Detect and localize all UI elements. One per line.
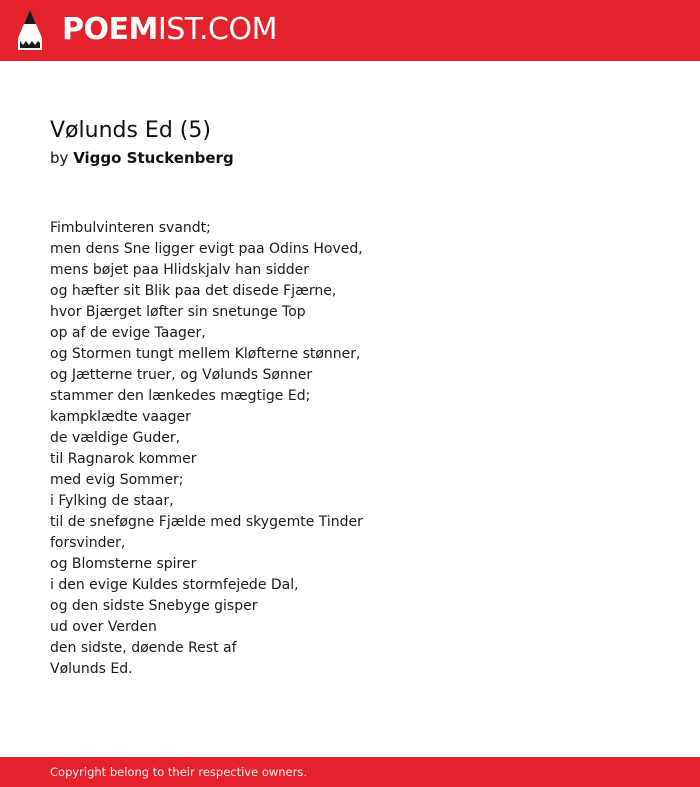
poem-line: men dens Sne ligger evigt paa Odins Hoved, — [50, 241, 363, 257]
copyright-text: Copyright belong to their respective owners. — [50, 765, 308, 779]
poem-line: kampklædte vaager — [50, 409, 191, 425]
poem-line: stammer den lænkedes mægtige Ed; — [50, 388, 311, 404]
poem-line: mens bøjet paa Hlidskjalv han sidder — [50, 262, 310, 278]
poem-line: Fimbulvinteren svandt; — [50, 220, 211, 236]
poem-line: til Ragnarok kommer — [50, 451, 197, 467]
poem-body — [50, 218, 650, 680]
pencil-tip-icon[interactable] — [18, 10, 42, 50]
site-logo[interactable] — [62, 12, 277, 48]
poem-line: og hæfter sit Blik paa det disede Fjærne, — [50, 283, 337, 299]
poem-line: op af de evige Taager, — [50, 325, 206, 341]
logo-text-strong: POEM — [62, 12, 158, 47]
logo-text-light: IST.COM — [157, 12, 277, 47]
site-header — [0, 0, 700, 61]
poem-line: de vældige Guder, — [50, 430, 181, 446]
site-footer — [0, 757, 700, 787]
poem-content — [50, 116, 650, 680]
poem-line: Vølunds Ed. — [50, 661, 133, 677]
poem-line: den sidste, døende Rest af — [50, 640, 237, 656]
poem-line: og Blomsterne spirer — [50, 556, 197, 572]
poem-line: i den evige Kuldes stormfejede Dal, — [50, 577, 299, 593]
by-label: by — [50, 149, 69, 167]
poem-line: hvor Bjærget løfter sin snetunge Top — [50, 304, 306, 320]
poem-line: og Jætterne truer, og Vølunds Sønner — [50, 367, 313, 383]
poem-line: med evig Sommer; — [50, 472, 184, 488]
poem-line: i Fylking de staar, — [50, 493, 174, 509]
poem-line: ud over Verden — [50, 619, 157, 635]
poem-line: til de sneføgne Fjælde med skygemte Tinder — [50, 514, 363, 530]
poem-line: og Stormen tungt mellem Kløfterne stønner, — [50, 346, 361, 362]
poem-title: Vølunds Ed (5) — [50, 118, 211, 143]
poem-author: Viggo Stuckenberg — [73, 149, 234, 167]
poem-byline — [50, 147, 650, 169]
poem-line: forsvinder, — [50, 535, 126, 551]
poem-line: og den sidste Snebyge gisper — [50, 598, 258, 614]
